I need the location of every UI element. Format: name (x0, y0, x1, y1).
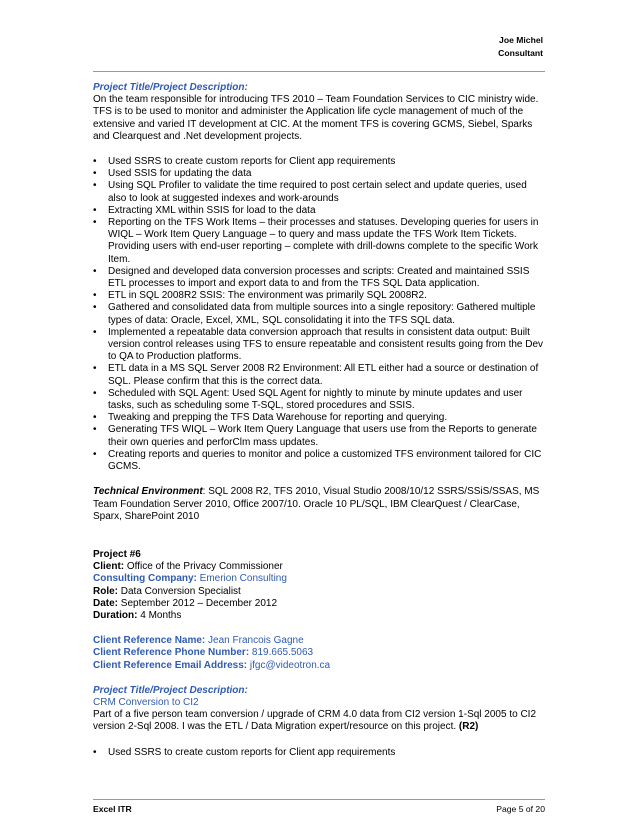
project-description-title: CRM Conversion to CI2 (93, 696, 199, 708)
list-item: • Extracting XML within SSIS for load to the data (93, 205, 545, 217)
client-value: Office of the Privacy Commissioner (124, 561, 283, 573)
page-footer (93, 804, 545, 814)
footer-left: Excel ITR (93, 804, 132, 814)
list-item: • Gathered and consolidated data from multiple sources into a single repository: Gathered multiple types of data: Oracle, Excel, XML, SQL consolidating it into the TFS SQL data. (93, 302, 545, 326)
list-item: • Generating TFS WIQL – Work Item Query Language that users use from the Reports to generate their own queries and perforClm mass updates. (93, 424, 545, 448)
consulting-label: Consulting Company: (93, 573, 197, 585)
header-rule (93, 71, 545, 72)
consulting-value: Emerion Consulting (196, 573, 287, 585)
project-title: Project #6 (93, 548, 141, 560)
list-item: • Scheduled with SQL Agent: Used SQL Agent for nightly to minute by minute updates and user tasks, such as scheduling some T-SQL, stored procedures and SSIS. (93, 388, 545, 412)
project-description-heading: Project Title/Project Description: (93, 684, 248, 696)
reference-email-line (93, 660, 545, 672)
tech-text: : SQL 2008 R2, TFS 2010, Visual Studio 2008/10/12 SSRS/SSiS/SSAS, MS Team Foundation Server 2010, Office 2007/10. Oracle 10 PL/SQL, IBM ClearQuest / ClearCase, Sparx, SharePoint 2010 (93, 486, 540, 522)
date-label: Date: (93, 597, 119, 609)
technical-environment (93, 486, 545, 523)
project6-list (93, 747, 545, 759)
list-item: • Tweaking and prepping the TFS Data Warehouse for reporting and querying. (93, 412, 545, 424)
reference-email-label: Client Reference Email Address: (93, 659, 248, 671)
tech-label: Technical Environment (93, 486, 203, 498)
list-item: • Implemented a repeatable data conversion approach that results in consistent data output: Built version control releases using TFS to ensure repeatable and consistent results going from the Dev to QA to Production platforms. (93, 327, 545, 364)
list-item: • Used SSIS for updating the data (93, 168, 545, 180)
list-item: • Used SSRS to create custom reports for Client app requirements (93, 747, 545, 759)
list-item: • Used SSRS to create custom reports for Client app requirements (93, 156, 545, 168)
duration-label: Duration: (93, 609, 138, 621)
section-intro: On the team responsible for introducing TFS 2010 – Team Foundation Services to CIC ministry wide. TFS is to be used to monitor and administer the Application life cycle management of much of the extensive and varied IT development at CIC. At the moment TFS is covering GCMS, Siebel, Sparks and Clearquest and .Net development projects. (93, 94, 539, 142)
list-item: • ETL in SQL 2008R2 SSIS: The environment was primarily SQL 2008R2. (93, 290, 545, 302)
list-item: • Creating reports and queries to monitor and police a customized TFS environment tailored for CIC GCMS. (93, 449, 545, 473)
list-item: • Designed and developed data conversion processes and scripts: Created and maintained SSIS ETL processes to import and export data to and from the TFS SQL Data application. (93, 266, 545, 290)
description-body: Part of a five person team conversion / upgrade of CRM 4.0 data from CI2 version 1-Sql 2005 to CI2 version 2-Sql 2008. I was the ETL / Data Migration expert/resource on this project. (93, 709, 537, 733)
section-heading: Project Title/Project Description: (93, 82, 248, 93)
list-item: • Using SQL Profiler to validate the time required to post certain select and update queries, used also to look at suggested indexes and work-arounds (93, 180, 545, 204)
footer-rule (93, 799, 545, 800)
page-content (93, 82, 545, 759)
header-role: Consultant (498, 48, 543, 58)
client-label: Client: (93, 561, 125, 573)
client-line (93, 561, 545, 573)
header-name: Joe Michel (499, 35, 543, 45)
reference-phone-line (93, 647, 545, 659)
page-number: Page 5 of 20 (496, 804, 545, 814)
date-line (93, 598, 545, 610)
duration-line (93, 610, 545, 622)
role-line (93, 586, 545, 598)
project-description-text (93, 709, 545, 733)
reference-phone-value: 819.665.5063 (249, 647, 314, 659)
description-tag: (R2) (458, 721, 479, 733)
responsibility-list (93, 156, 545, 473)
page-header (498, 34, 543, 60)
reference-email-value: jfgc@videotron.ca (247, 659, 331, 671)
consulting-line (93, 573, 545, 585)
role-label: Role: (93, 585, 118, 597)
reference-name-label: Client Reference Name: (93, 635, 206, 647)
date-value: September 2012 – December 2012 (118, 597, 278, 609)
duration-value: 4 Months (137, 609, 182, 621)
list-item: • ETL data in a MS SQL Server 2008 R2 Environment: All ETL either had a source or destination of SQL. Please confirm that this is the correct data. (93, 363, 545, 387)
list-item: • Reporting on the TFS Work Items – their processes and statuses. Developing queries for users in WIQL – Work Item Query Language – to query and mass update the TFS Work Item Tickets. Providing users with end-user reporting – complete with drill-downs complete to the specific Work Item. (93, 217, 545, 266)
reference-name-value: Jean Francois Gagne (205, 635, 304, 647)
reference-phone-label: Client Reference Phone Number: (93, 647, 250, 659)
role-value: Data Conversion Specialist (118, 585, 241, 597)
reference-name-line (93, 635, 545, 647)
